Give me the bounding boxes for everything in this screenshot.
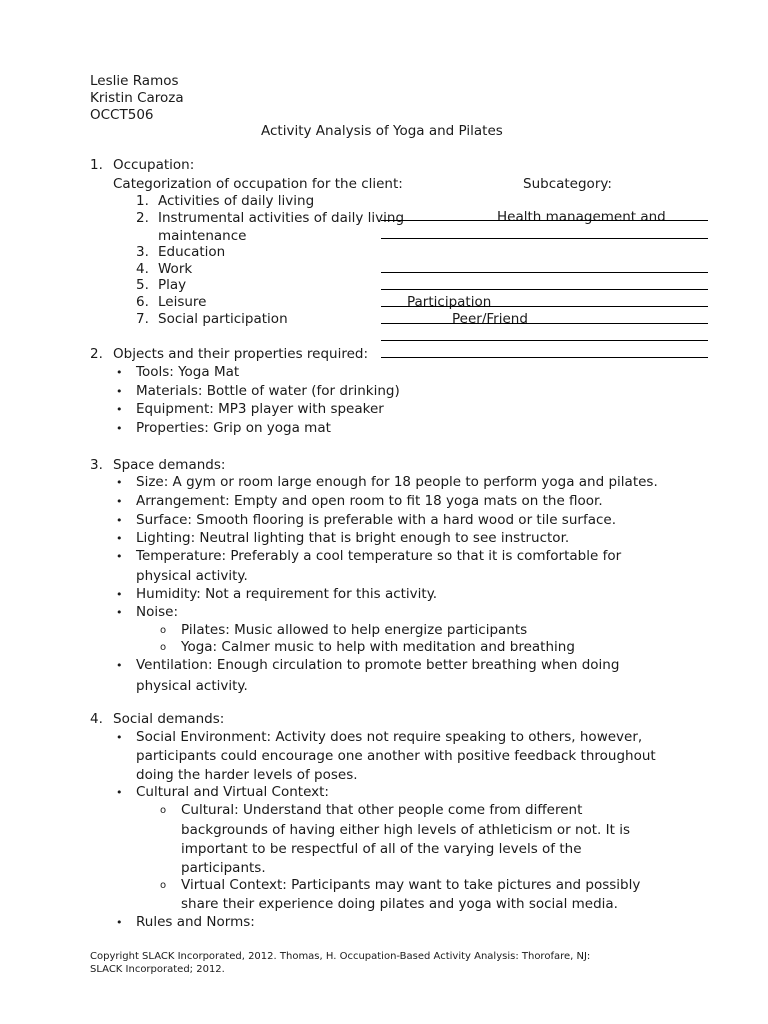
author-name: Kristin Caroza (90, 90, 184, 106)
bullet-icon: • (116, 366, 123, 379)
bullet-item: Size: A gym or room large enough for 18 people to perform yoga and pilates. (136, 474, 658, 490)
bullet-icon: • (116, 550, 123, 563)
sub-bullet-continuation: share their experience doing pilates and yoga with social media. (181, 896, 618, 912)
bullet-icon: • (116, 786, 123, 799)
section-number: 3. (90, 457, 103, 473)
bullet-item: Cultural and Virtual Context: (136, 784, 329, 800)
answer-line (381, 323, 708, 324)
sub-bullet-item: Cultural: Understand that other people come from different (181, 802, 583, 818)
sub-bullet-continuation: participants. (181, 860, 266, 876)
bullet-item: Noise: (136, 604, 178, 620)
list-item-number: 1. (136, 193, 149, 209)
list-item: Leisure (158, 294, 207, 310)
list-item-number: 6. (136, 294, 149, 310)
sub-bullet-continuation: backgrounds of having either high levels of athleticism or not. It is (181, 822, 630, 838)
bullet-item: Surface: Smooth flooring is preferable with a hard wood or tile surface. (136, 512, 616, 528)
section-number: 2. (90, 346, 103, 362)
sub-bullet-icon: o (160, 642, 167, 653)
bullet-item-continuation: participants could encourage one another with positive feedback throughout (136, 748, 656, 764)
subcategory-answer: Participation (407, 294, 492, 310)
course-code: OCCT506 (90, 107, 154, 123)
bullet-icon: • (116, 403, 123, 416)
bullet-item: Lighting: Neutral lighting that is bright enough to see instructor. (136, 530, 570, 546)
bullet-item: Arrangement: Empty and open room to fit 18 yoga mats on the floor. (136, 493, 603, 509)
bullet-item: Temperature: Preferably a cool temperature so that it is comfortable for (136, 548, 622, 564)
sub-bullet-item: Yoga: Calmer music to help with meditation and breathing (181, 639, 575, 655)
section-heading: Objects and their properties required: (113, 346, 369, 362)
list-item-number: 7. (136, 311, 149, 327)
author-name: Leslie Ramos (90, 73, 179, 89)
bullet-icon: • (116, 385, 123, 398)
copyright-footer: Copyright SLACK Incorporated, 2012. Thomas, H. Occupation-Based Activity Analysis: Thorofare, NJ: (90, 951, 591, 962)
sub-bullet-icon: o (160, 805, 167, 816)
bullet-item: Social Environment: Activity does not require speaking to others, however, (136, 729, 643, 745)
sub-bullet-continuation: important to be respectful of all of the varying levels of the (181, 841, 582, 857)
bullet-item: Humidity: Not a requirement for this activity. (136, 586, 438, 602)
bullet-item-continuation: physical activity. (136, 568, 248, 584)
list-item-number: 3. (136, 244, 149, 260)
bullet-item: Tools: Yoga Mat (136, 364, 240, 380)
list-item-number: 5. (136, 277, 149, 293)
answer-line (381, 340, 708, 341)
bullet-item-continuation: physical activity. (136, 678, 248, 694)
bullet-item-continuation: doing the harder levels of poses. (136, 767, 358, 783)
bullet-icon: • (116, 514, 123, 527)
answer-line (381, 272, 708, 273)
answer-line (381, 306, 708, 307)
subcategory-answer: Peer/Friend (452, 311, 528, 327)
answer-line (381, 238, 708, 239)
list-item: Play (158, 277, 187, 293)
document-title: Activity Analysis of Yoga and Pilates (261, 123, 503, 139)
subcategory-label: Subcategory: (523, 176, 612, 192)
bullet-item: Ventilation: Enough circulation to promote better breathing when doing (136, 657, 620, 673)
section-heading: Social demands: (113, 711, 225, 727)
answer-line (381, 289, 708, 290)
list-item: Work (158, 261, 193, 277)
copyright-footer: SLACK Incorporated; 2012. (90, 964, 225, 975)
bullet-icon: • (116, 476, 123, 489)
categorization-label: Categorization of occupation for the client: (113, 176, 403, 192)
subcategory-answer: Health management and (497, 209, 666, 225)
section-heading: Space demands: (113, 457, 226, 473)
list-item: maintenance (158, 228, 247, 244)
list-item: Social participation (158, 311, 288, 327)
bullet-icon: • (116, 916, 123, 929)
bullet-icon: • (116, 495, 123, 508)
list-item: Instrumental activities of daily living (158, 210, 405, 226)
section-number: 4. (90, 711, 103, 727)
bullet-item: Rules and Norms: (136, 914, 255, 930)
sub-bullet-item: Pilates: Music allowed to help energize participants (181, 622, 528, 638)
bullet-icon: • (116, 532, 123, 545)
list-item-number: 4. (136, 261, 149, 277)
answer-line (381, 357, 708, 358)
sub-bullet-icon: o (160, 880, 167, 891)
section-heading: Occupation: (113, 157, 195, 173)
bullet-icon: • (116, 659, 123, 672)
list-item: Activities of daily living (158, 193, 315, 209)
list-item-number: 2. (136, 210, 149, 226)
bullet-item: Properties: Grip on yoga mat (136, 420, 331, 436)
sub-bullet-item: Virtual Context: Participants may want to take pictures and possibly (181, 877, 641, 893)
bullet-item: Equipment: MP3 player with speaker (136, 401, 384, 417)
list-item: Education (158, 244, 226, 260)
bullet-icon: • (116, 606, 123, 619)
bullet-icon: • (116, 422, 123, 435)
bullet-item: Materials: Bottle of water (for drinking) (136, 383, 400, 399)
sub-bullet-icon: o (160, 625, 167, 636)
answer-line (381, 220, 708, 221)
bullet-icon: • (116, 588, 123, 601)
section-number: 1. (90, 157, 103, 173)
bullet-icon: • (116, 731, 123, 744)
